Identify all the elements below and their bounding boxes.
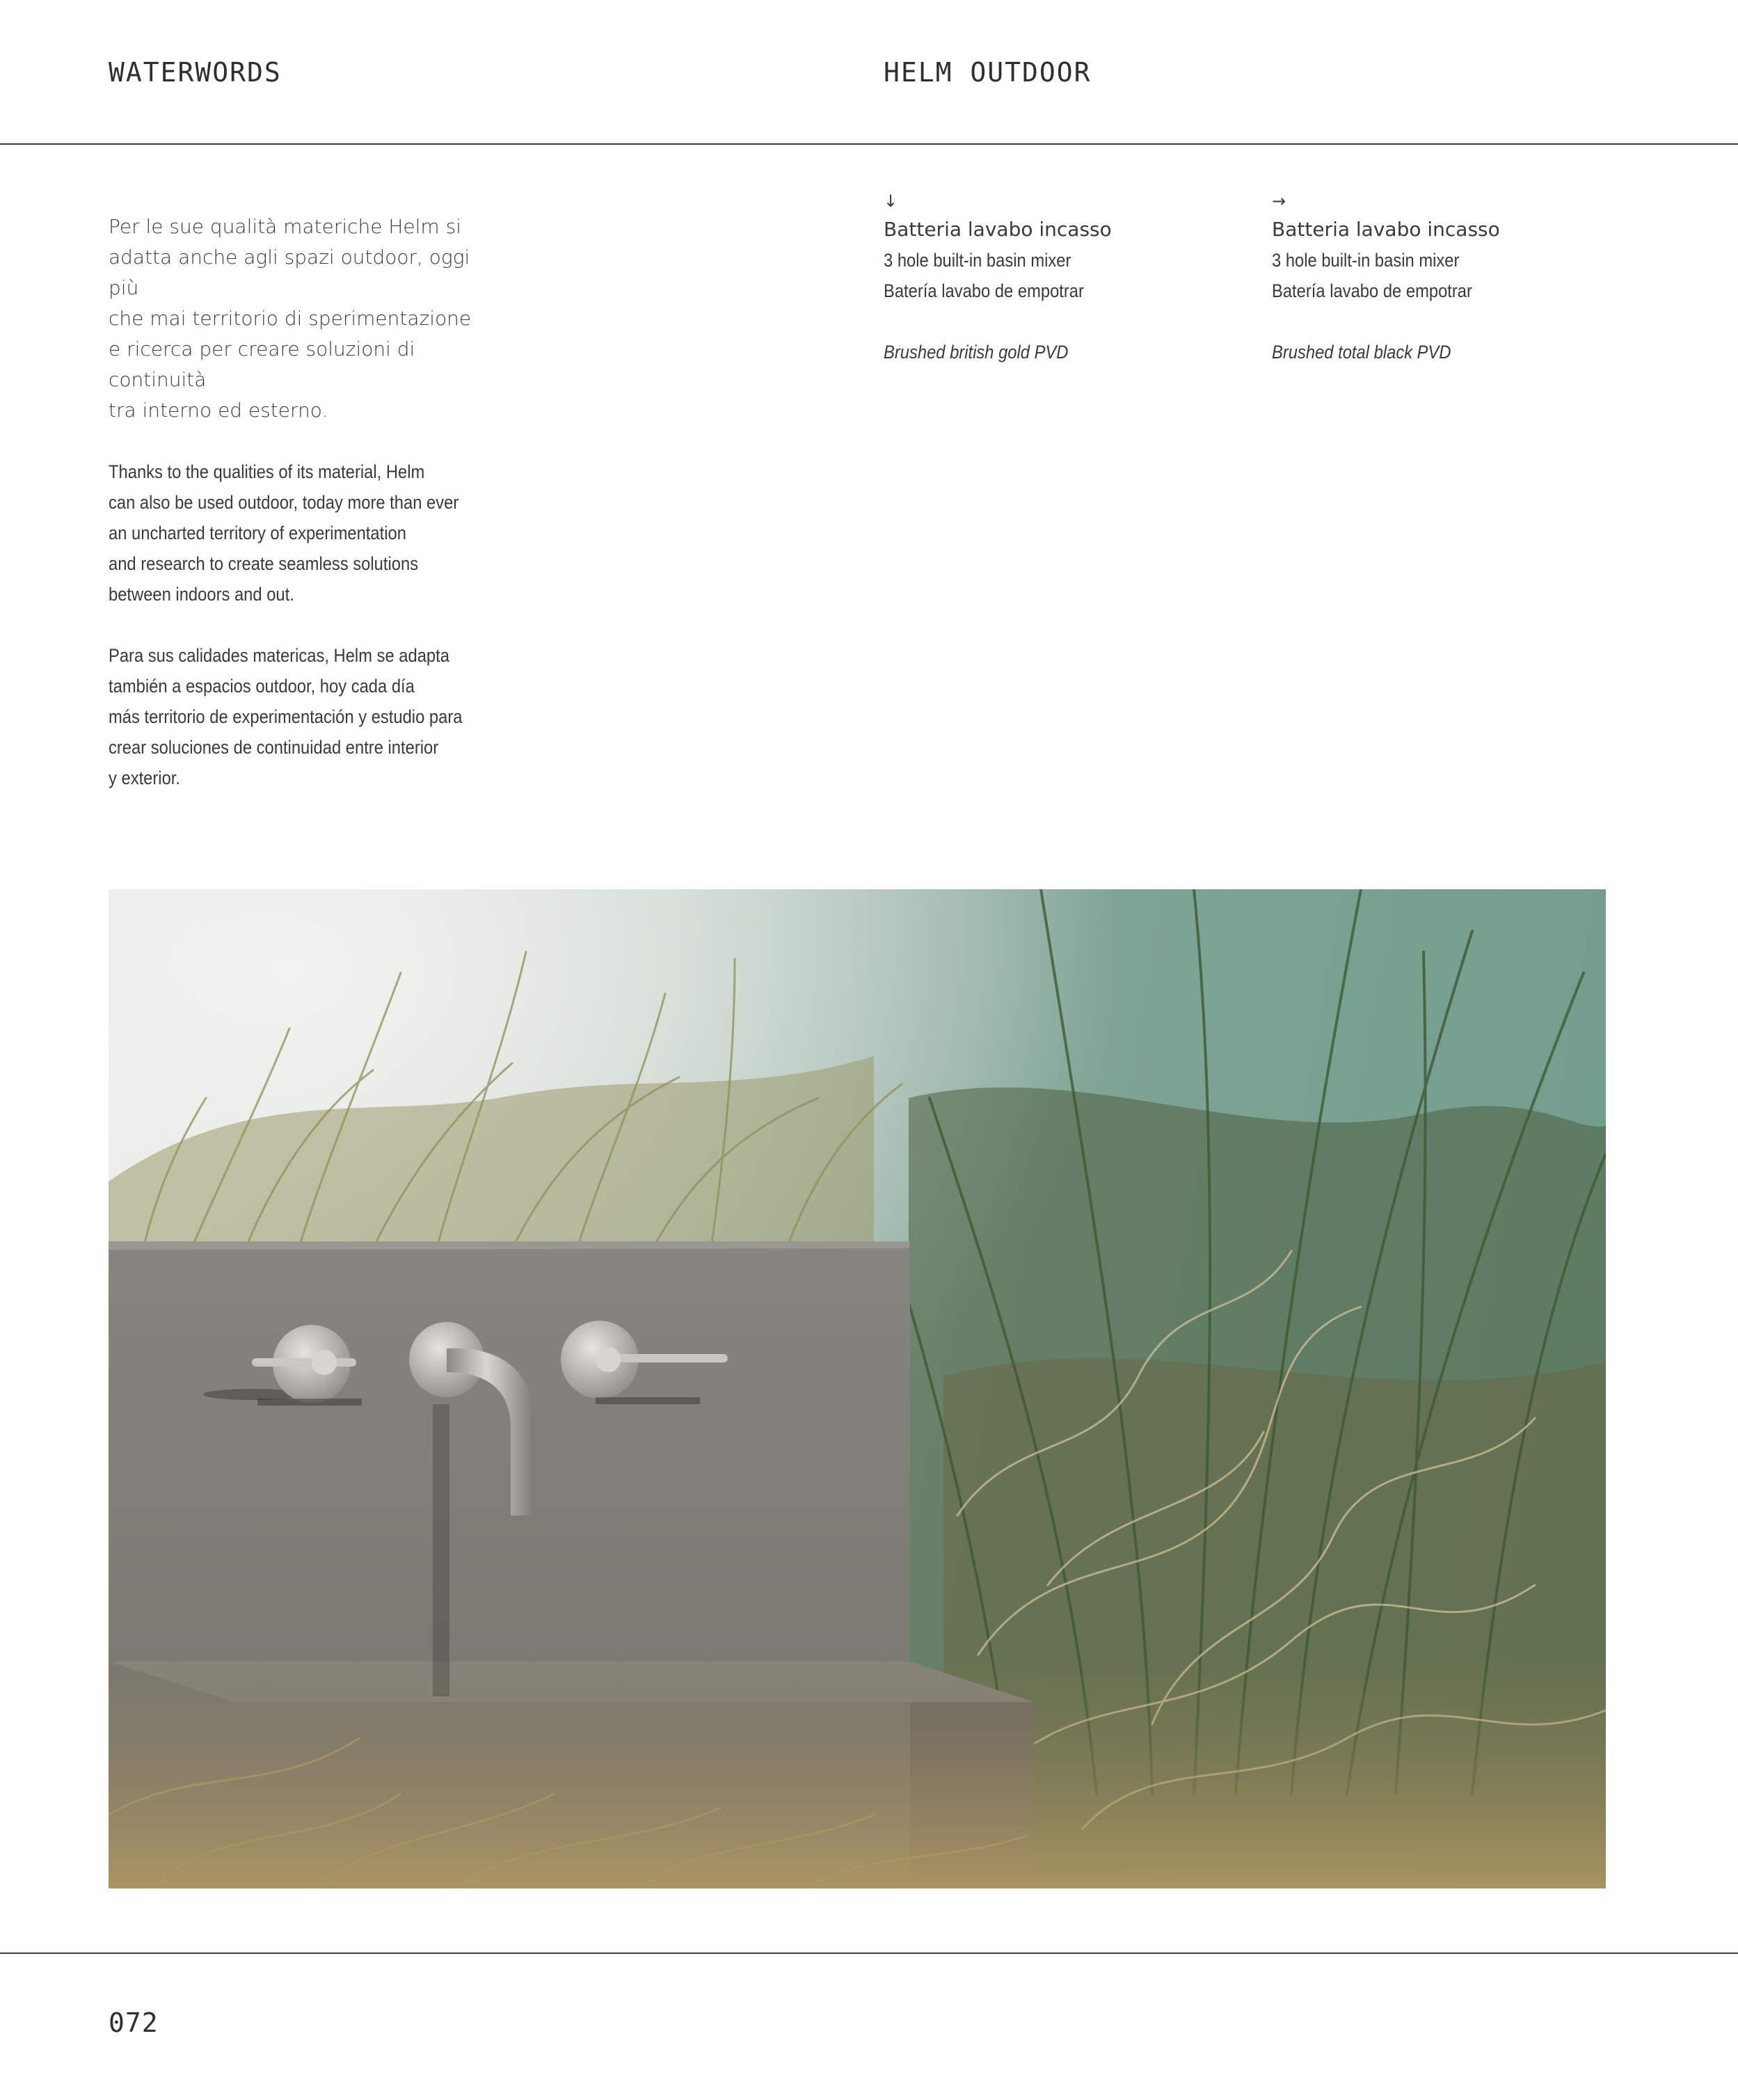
- product-name-english: 3 hole built-in basin mixer: [884, 250, 1071, 271]
- intro-text-block: [109, 212, 498, 793]
- outdoor-basin-mixer-illustration: [109, 889, 1606, 1888]
- product-spec-2: [1272, 191, 1634, 367]
- ground-grass: [109, 1655, 1606, 1888]
- bottom-divider: [0, 1952, 1738, 1954]
- product-name-italian: Batteria lavabo incasso: [1272, 218, 1500, 241]
- product-finish: Brushed british gold PVD: [884, 342, 1069, 363]
- product-name-italian: Batteria lavabo incasso: [884, 218, 1112, 241]
- arrow-right-icon: →: [1272, 191, 1286, 211]
- intro-english: Thanks to the qualities of its material, Helm can also be used outdoor, today more than ever an uncharted territory of experimentation and research to create seamless solutions between indoors and out.: [109, 461, 459, 605]
- product-name-spanish: Batería lavabo de empotrar: [884, 280, 1084, 301]
- intro-spanish: Para sus calidades matericas, Helm se adapta también a espacios outdoor, hoy cada día más territorio de experimentación y estudio para crear soluciones de continuidad entre interior y exterior.: [109, 645, 463, 788]
- intro-italian: Per le sue qualità materiche Helm si adatta anche agli spazi outdoor, oggi più che mai territorio di sperimentazione e ricerca per creare soluzioni di continuità tra interno ed esterno.: [109, 215, 472, 422]
- top-divider: [0, 143, 1738, 145]
- product-name-spanish: Batería lavabo de empotrar: [1272, 280, 1472, 301]
- product-photo: [109, 889, 1606, 1888]
- section-title: HELM OUTDOOR: [884, 57, 1092, 88]
- product-finish: Brushed total black PVD: [1272, 342, 1451, 363]
- page-number: 072: [109, 2007, 159, 2038]
- brand-name: WATERWORDS: [109, 57, 282, 88]
- product-spec-1: [884, 191, 1245, 367]
- arrow-down-icon: ↓: [884, 191, 898, 211]
- product-name-english: 3 hole built-in basin mixer: [1272, 250, 1460, 271]
